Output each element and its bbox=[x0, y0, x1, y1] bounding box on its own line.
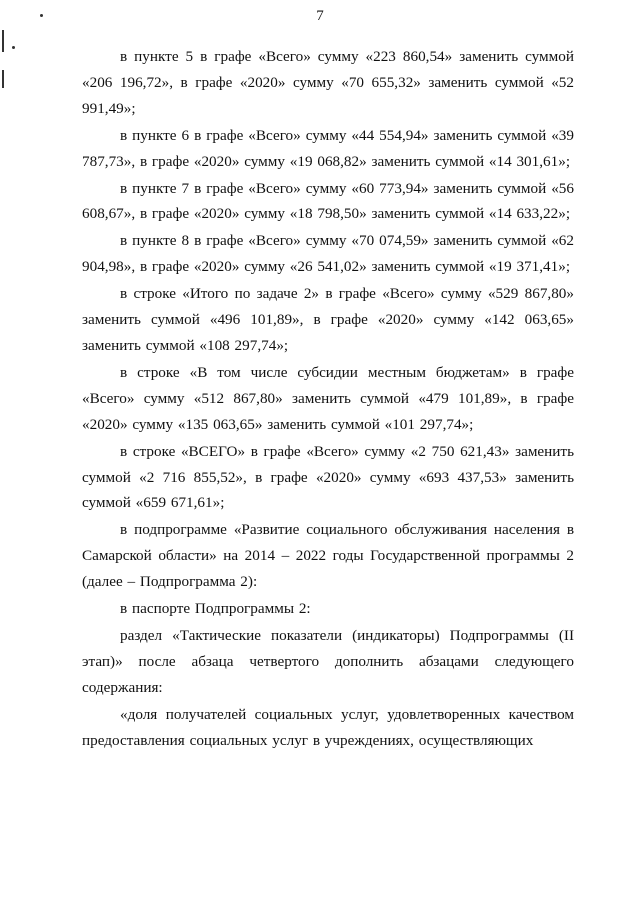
paragraph-grand-total: в строке «ВСЕГО» в графе «Всего» сумму «2 750 621,43» заменить суммой «2 716 855,52», в графе «2020» сумму «693 437,53» заменить суммой «659 671,61»; bbox=[82, 442, 574, 512]
document-body bbox=[82, 44, 574, 753]
paragraph-subsidies: в строке «В том числе субсидии местным бюджетам» в графе «Всего» сумму «512 867,80» заменить суммой «479 101,89», в графе «2020» сумму «135 063,65» заменить суммой «101 297,74»; bbox=[82, 363, 574, 433]
paragraph-tactical-indicators: раздел «Тактические показатели (индикаторы) Подпрограммы (II этап)» после абзаца четвертого дополнить абзацами следующего содержания: bbox=[82, 626, 574, 696]
paragraph-item-7: в пункте 7 в графе «Всего» сумму «60 773,94» заменить суммой «56 608,67», в графе «2020» сумму «18 798,50» заменить суммой «14 633,22»; bbox=[82, 179, 574, 223]
scan-margin-mark bbox=[2, 70, 4, 88]
paragraph-item-6: в пункте 6 в графе «Всего» сумму «44 554,94» заменить суммой «39 787,73», в графе «2020» сумму «19 068,82» заменить суммой «14 301,61»; bbox=[82, 126, 574, 170]
paragraph-item-5: в пункте 5 в графе «Всего» сумму «223 860,54» заменить суммой «206 196,72», в графе «2020» сумму «70 655,32» заменить суммой «52 991,49»; bbox=[82, 48, 574, 117]
paragraph-subprogram-2: в подпрограмме «Развитие социального обслуживания населения в Самарской области» на 2014 – 2022 годы Государственной программы 2 (далее – Подпрограмма 2): bbox=[82, 521, 574, 591]
scan-margin-mark bbox=[2, 30, 4, 52]
paragraph-total-task-2: в строке «Итого по задаче 2» в графе «Всего» сумму «529 867,80» заменить суммой «496 101,89», в графе «2020» сумму «142 063,65» заменить суммой «108 297,74»; bbox=[82, 285, 574, 354]
paragraph-item-8: в пункте 8 в графе «Всего» сумму «70 074,59» заменить суммой «62 904,98», в графе «2020» сумму «26 541,02» заменить суммой «19 371,41»; bbox=[82, 232, 574, 276]
page-number: 7 bbox=[316, 8, 324, 24]
scan-dot-mark bbox=[12, 46, 15, 49]
paragraph-quote-start: «доля получателей социальных услуг, удовлетворенных качеством предоставления социальных услуг в учреждениях, осуществляющих bbox=[82, 705, 574, 749]
paragraph-passport: в паспорте Подпрограммы 2: bbox=[120, 600, 311, 618]
